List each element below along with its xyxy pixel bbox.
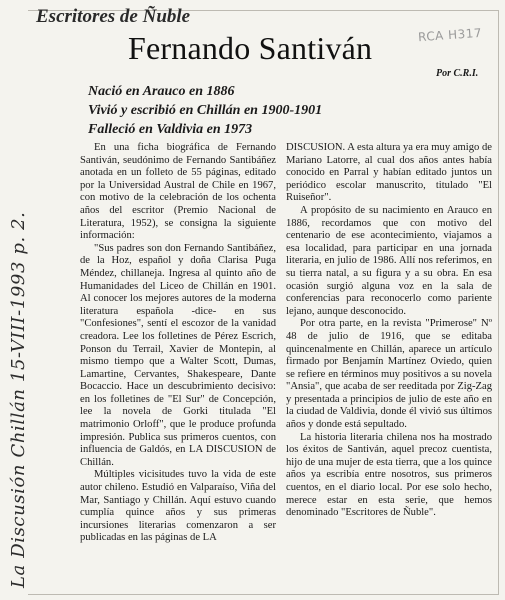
article-column-right — [286, 142, 492, 520]
intro-block — [88, 82, 418, 139]
intro-line-death: Falleció en Valdivia en 1973 — [88, 122, 253, 137]
series-title: Escritores de Ñuble — [36, 6, 191, 27]
paragraph: A propósito de su nacimiento en Arauco en 1886, recordamos que con motivo del centenario de ese acontecimiento, viajamos a esa localidad, para participar en una jornada literaria, en julio de 1986. Allí nos referimos, en su tierra natal, a su figura y a su obra. En esa ocasión surgió alguna voz en la sala de conferencias para reconocerlo como pariente lejano, aunque desconocido. — [286, 204, 492, 317]
article-headline: Fernando Santiván — [128, 30, 373, 66]
paragraph: Múltiples vicisitudes tuvo la vida de este autor chileno. Estudió en Valparaíso, Viña del Mar, Santiago y Chillán. Aquí estuvo cuando cumplía quince años y sus primeras incursiones literarias comenzaron a ser publicadas en las páginas de LA — [80, 469, 276, 544]
paragraph: Por otra parte, en la revista "Primerose" Nº 48 de julio de 1916, que se editaba quincenalmente en Chillán, aparece un artículo firmado por Benjamín Martínez Oviedo, quien se refiere en términos muy positivos a su novela "Ansia", que acaba de ser reeditada por Zig-Zag y presentada a principios de julio de este año en la ciudad de Valdivia, donde él vivió sus últimos años y donde está sepultado. — [286, 318, 492, 431]
article-column-left — [80, 142, 276, 545]
handwritten-source-note: La Discusión Chillán 15-VIII-1993 p. 2. — [8, 211, 29, 588]
paragraph: "Sus padres son don Fernando Santibáñez, de la Hoz, español y doña Clarisa Puga Méndez, chillaneja. Ingresa al quinto año de Humanidades del Liceo de Chillán en 1901. Al conocer los mejores autores de la moderna literatura española -dice- en sus "Confesiones", sentí el escozor de la vanidad creadora. Lee los folletines de Pérez Escrich, Ponson du Terrail, Xavier de Montepin, al mismo tiempo que a Walter Scott, Dumas, Lamartine, Cervantes, Shakespeare, Dante Bocaccio. Hace un descubrimiento decisivo: en los folletines de "El Sur" de Concepción, lee la novela de Gorki titulada "El matrimonio Orloff", que le produce profunda impresión. Publica sus primeros cuentos, con influencia de Galdós, en LA DISCUSION de Chillán. — [80, 242, 276, 468]
paragraph: En una ficha biográfica de Fernando Santiván, seudónimo de Fernando Santibáñez anotada en un folleto de 55 páginas, editado por la Universidad Austral de Chile en 1967, con motivo de la celebración de los ochenta años del escritor (Premio Nacional de Literatura, 1952), se consigna la siguiente información: — [80, 142, 276, 242]
article-byline: Por C.R.I. — [436, 68, 479, 79]
intro-line-birth: Nació en Arauco en 1886 — [88, 84, 235, 99]
paragraph: La historia literaria chilena nos ha mostrado los éxitos de Santiván, aquel precoz cuentista, hijo de una mujer de esta tierra, que a los quince años ya escribía entre nosotros, sus primeros cuentos, en el diario local. Por ese solo hecho, merece estar en esta serie, que hemos denominado "Escritores de Ñuble". — [286, 431, 492, 519]
archive-stamp: RCA H317 — [417, 25, 483, 45]
intro-line-chillan: Vivió y escribió en Chillán en 1900-1901 — [88, 103, 323, 118]
paragraph: DISCUSION. A esta altura ya era muy amigo de Mariano Latorre, al cual dos años antes había conocido en Parral y habían editado juntos un periódico escolar manuscrito, titulado "El Ruiseñor". — [286, 142, 492, 204]
